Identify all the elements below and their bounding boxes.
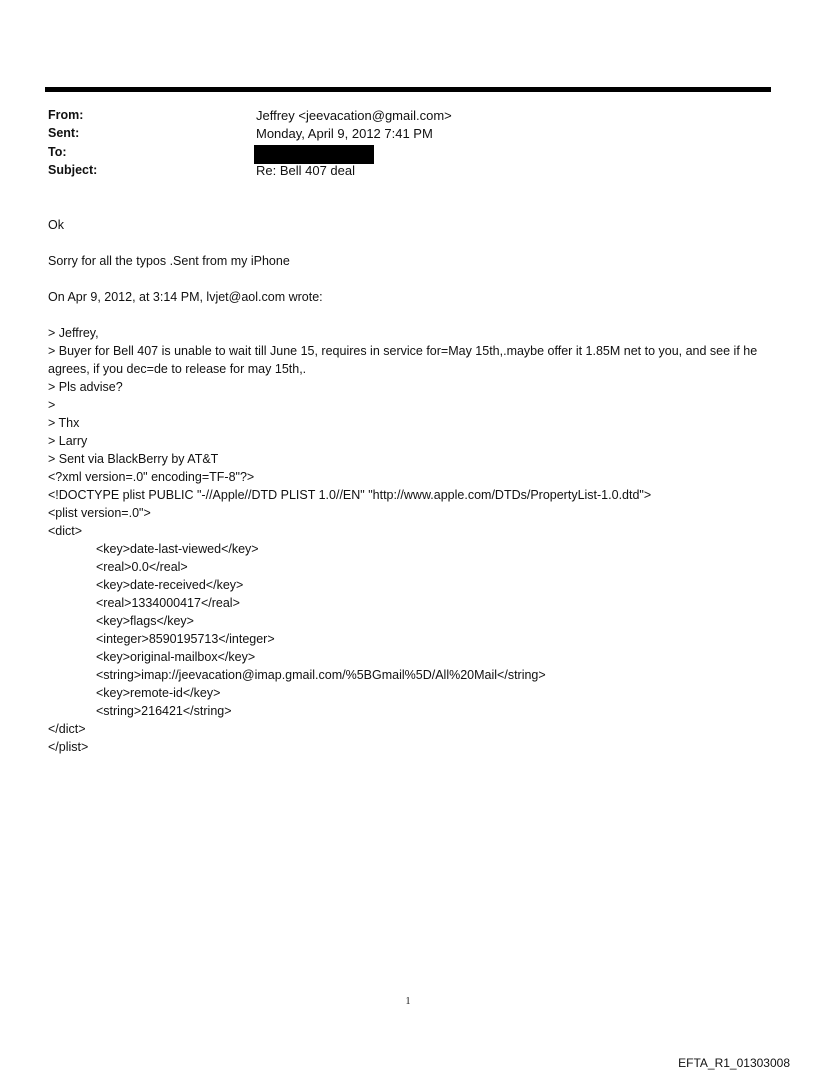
body-line-wrote: On Apr 9, 2012, at 3:14 PM, lvjet@aol.com wrote:	[48, 290, 323, 304]
subject-value: Re: Bell 407 deal	[256, 163, 356, 178]
quoted-line: > Sent via BlackBerry by AT&T	[48, 452, 219, 466]
page-number: 1	[405, 996, 411, 1007]
sent-label: Sent:	[48, 126, 80, 140]
xml-line: <integer>8590195713</integer>	[96, 632, 275, 646]
sent-value: Monday, April 9, 2012 7:41 PM	[256, 126, 433, 141]
from-label: From:	[48, 108, 84, 122]
xml-line: <!DOCTYPE plist PUBLIC "-//Apple//DTD PLIST 1.0//EN" "http://www.apple.com/DTDs/PropertyList-1.0.dtd">	[48, 488, 652, 502]
xml-line: <key>original-mailbox</key>	[96, 650, 256, 664]
to-redaction	[254, 145, 374, 164]
quoted-line: >	[48, 398, 56, 412]
xml-line: <plist version=.0">	[48, 506, 151, 520]
xml-line: <key>remote-id</key>	[96, 686, 221, 700]
xml-line: <dict>	[48, 524, 83, 538]
bates-number: EFTA_R1_01303008	[678, 1056, 790, 1070]
header-rule	[45, 87, 771, 92]
xml-line: <key>flags</key>	[96, 614, 194, 628]
from-value: Jeffrey <jeevacation@gmail.com>	[256, 108, 452, 123]
xml-line: </plist>	[48, 740, 89, 754]
quoted-line: > Pls advise?	[48, 380, 123, 394]
body-line-ok: Ok	[48, 218, 64, 232]
quoted-line: > Thx	[48, 416, 80, 430]
xml-line: <key>date-received</key>	[96, 578, 244, 592]
body-line-typos: Sorry for all the typos .Sent from my iPhone	[48, 254, 290, 268]
xml-line: <real>1334000417</real>	[96, 596, 240, 610]
xml-line: <key>date-last-viewed</key>	[96, 542, 259, 556]
email-body	[48, 216, 773, 756]
subject-label: Subject:	[48, 163, 98, 177]
xml-line: </dict>	[48, 722, 86, 736]
to-label: To:	[48, 145, 67, 159]
xml-line: <string>imap://jeevacation@imap.gmail.com/%5BGmail%5D/All%20Mail</string>	[96, 668, 546, 682]
xml-line: <real>0.0</real>	[96, 560, 188, 574]
quoted-line: > Larry	[48, 434, 88, 448]
quoted-line: > Buyer for Bell 407 is unable to wait till June 15, requires in service for=May 15th,.maybe offer it 1.85M net to you, and see if he agrees, if you dec=de to release for may 15th,.	[48, 344, 761, 376]
xml-block	[48, 468, 773, 756]
xml-line: <string>216421</string>	[96, 704, 232, 718]
quoted-block	[48, 324, 773, 468]
quoted-line: > Jeffrey,	[48, 326, 99, 340]
xml-line: <?xml version=.0" encoding=TF-8"?>	[48, 470, 255, 484]
